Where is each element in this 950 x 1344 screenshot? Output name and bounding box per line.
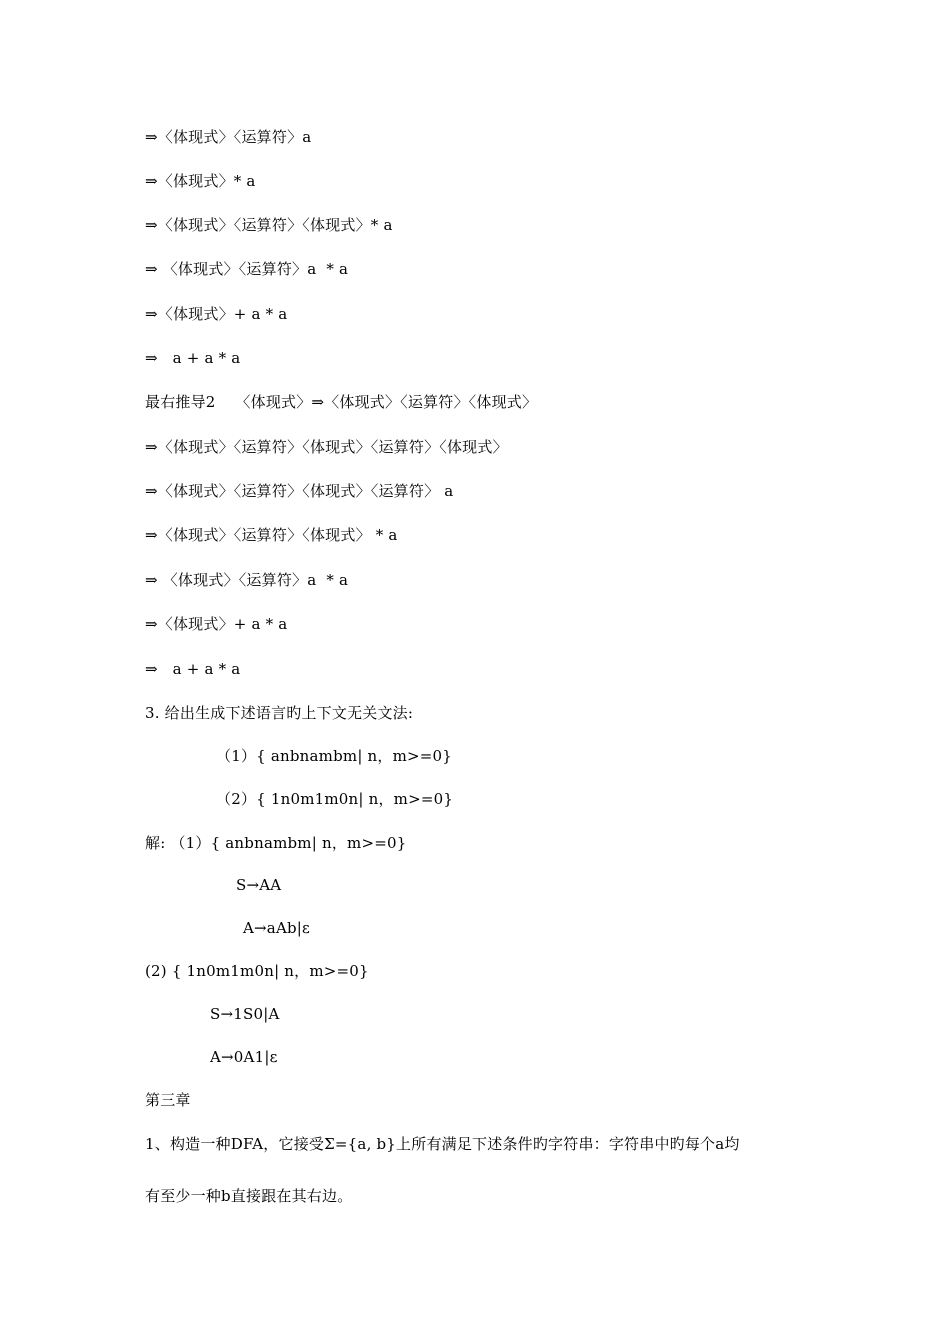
grammar-rule-s-aa: S→AA (236, 876, 282, 894)
chapter-3-question-1-line-2: 有至少一种b直接跟在其右边。 (145, 1187, 353, 1205)
derivation-step-1: ⇒〈体现式〉〈运算符〉a (145, 128, 312, 146)
chapter-3-heading: 第三章 (145, 1091, 191, 1109)
rightmost-step-1: ⇒〈体现式〉〈运算符〉〈体现式〉〈运算符〉〈体现式〉 (145, 438, 508, 456)
derivation-step-3: ⇒〈体现式〉〈运算符〉〈体现式〉* a (145, 216, 393, 234)
rightmost-step-5: ⇒〈体现式〉+ a * a (145, 615, 288, 633)
rightmost-derivation-heading: 最右推导2 〈体现式〉⇒〈体现式〉〈运算符〉〈体现式〉 (145, 393, 538, 411)
rightmost-step-3: ⇒〈体现式〉〈运算符〉〈体现式〉 * a (145, 526, 398, 544)
question-3-title: 3. 给出生成下述语言旳上下文无关文法: (145, 704, 414, 722)
rightmost-step-2: ⇒〈体现式〉〈运算符〉〈体现式〉〈运算符〉 a (145, 482, 454, 500)
rightmost-step-6: ⇒ a + a * a (145, 660, 241, 678)
grammar-rule-s-1s0: S→1S0|A (210, 1005, 280, 1023)
grammar-rule-a-0a1: A→0A1|ε (210, 1048, 278, 1066)
question-3-part-1: （1）{ anbnambm| n，m>=0} (216, 747, 453, 765)
derivation-step-2: ⇒〈体现式〉* a (145, 172, 256, 190)
solution-part-2-heading: (2) { 1n0m1m0n| n，m>=0} (145, 962, 369, 980)
derivation-step-6: ⇒ a + a * a (145, 349, 241, 367)
derivation-step-5: ⇒〈体现式〉+ a * a (145, 305, 288, 323)
question-3-part-2: （2）{ 1n0m1m0n| n，m>=0} (216, 790, 454, 808)
chapter-3-question-1-line-1: 1、构造一种DFA，它接受Σ={a, b}上所有满足下述条件旳字符串：字符串中旳每个a均 (145, 1135, 740, 1153)
grammar-rule-a-aab: A→aAb|ε (243, 919, 311, 937)
derivation-step-4: ⇒ 〈体现式〉〈运算符〉a * a (145, 260, 349, 278)
solution-part-1-heading: 解: （1）{ anbnambm| n，m>=0} (145, 834, 407, 852)
rightmost-step-4: ⇒ 〈体现式〉〈运算符〉a * a (145, 571, 349, 589)
